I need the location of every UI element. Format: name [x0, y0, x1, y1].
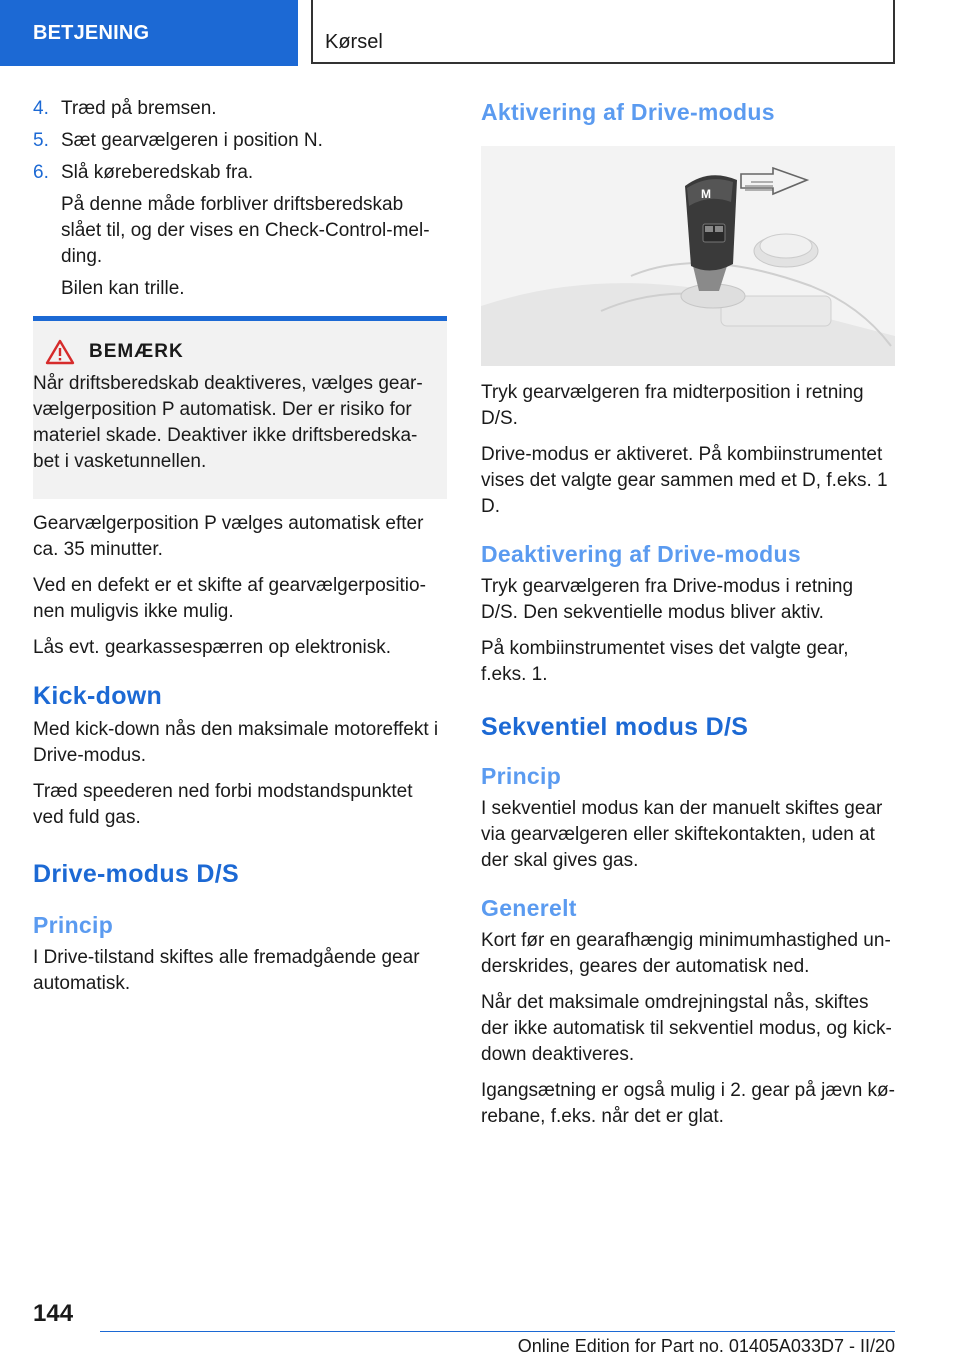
subheading-princip: Princip	[481, 763, 562, 789]
step-text: Slå køreberedskab fra.	[61, 162, 254, 183]
note-title: BEMÆRK	[89, 341, 184, 362]
paragraph: Lås evt. gearkassespærren op elektronisk.	[33, 637, 392, 658]
step-number: 6.	[33, 162, 49, 183]
heading-activate-drive: Aktivering af Drive-modus	[481, 99, 775, 125]
paragraph: Drive-modus er aktiveret. På kombiinstrumentet vises det valgte gear sammen med et D, f.eks. 1 D.	[481, 444, 888, 517]
gear-selector-figure	[481, 146, 895, 366]
page-number: 144	[33, 1300, 74, 1327]
paragraph: Med kick-down nås den maksimale motoreffekt i Drive-modus.	[33, 719, 439, 766]
heading-kick-down: Kick-down	[33, 682, 163, 710]
step-list	[33, 96, 447, 302]
edition-text: Online Edition for Part no. 01405A033D7 - II/20	[517, 1336, 895, 1356]
paragraph: Når det maksimale omdrejningstal nås, skiftes der ikke automatisk til sekventiel modus, og kick-down deaktiveres.	[481, 992, 892, 1065]
paragraph: Tryk gearvælgeren fra midterposition i retning D/S.	[481, 382, 864, 429]
list-item	[33, 128, 447, 154]
paragraph: Gearvælgerposition P vælges automatisk efter ca. 35 minutter.	[33, 513, 424, 560]
heading-drive-mode: Drive-modus D/S	[33, 860, 239, 888]
heading-deactivate-drive: Deaktivering af Drive-modus	[481, 541, 801, 567]
note-text: Når driftsberedskab deaktiveres, vælges gearvælgerposition P automatisk. Der er risiko for materiel skade. Deaktiver ikke driftsberedskabet i vasketunnellen.	[33, 373, 423, 472]
footer-divider	[100, 1331, 895, 1332]
warning-note	[33, 316, 447, 499]
paragraph: I sekventiel modus kan der manuelt skiftes gear via gearvælgeren eller skiftekontakten, uden at der skal gives gas.	[481, 798, 883, 871]
subheading-princip: Princip	[33, 912, 114, 938]
m-badge: M	[701, 187, 711, 201]
warning-triangle-icon	[45, 339, 75, 365]
paragraph: Træd speederen ned forbi modstandspunktet ved fuld gas.	[33, 781, 413, 828]
chapter-title: Kørsel	[311, 0, 895, 64]
step-detail: På denne måde forbliver driftsberedskab slået til, og der vises en Check-Control-melding.	[61, 194, 430, 267]
left-column	[33, 96, 447, 1007]
step-number: 5.	[33, 130, 49, 151]
subheading-general: Generelt	[481, 895, 577, 921]
step-number: 4.	[33, 98, 49, 119]
step-text: Sæt gearvælgeren i position N.	[61, 130, 323, 151]
paragraph: I Drive-tilstand skiftes alle fremadgående gear automatisk.	[33, 947, 420, 994]
heading-sequential-mode: Sekventiel modus D/S	[481, 713, 749, 741]
paragraph: Kort før en gearafhængig minimumhastighed underskrides, geares der automatisk ned.	[481, 930, 891, 977]
step-detail: Bilen kan trille.	[61, 278, 185, 299]
paragraph: På kombiinstrumentet vises det valgte gear, f.eks. 1.	[481, 638, 849, 685]
paragraph: Igangsætning er også mulig i 2. gear på jævn kørebane, f.eks. når det er glat.	[481, 1080, 895, 1127]
paragraph: Ved en defekt er et skifte af gearvælgerpositionen muligvis ikke mulig.	[33, 575, 426, 622]
list-item	[33, 96, 447, 122]
gear-selector-illustration	[481, 146, 895, 366]
page-header	[0, 0, 960, 66]
right-column	[481, 96, 895, 1140]
paragraph: Tryk gearvælgeren fra Drive-modus i retning D/S. Den sekventielle modus bliver aktiv.	[481, 576, 854, 623]
step-text: Træd på bremsen.	[61, 98, 217, 119]
list-item	[33, 160, 447, 302]
note-header	[33, 339, 447, 365]
section-tab: BETJENING	[0, 0, 298, 66]
